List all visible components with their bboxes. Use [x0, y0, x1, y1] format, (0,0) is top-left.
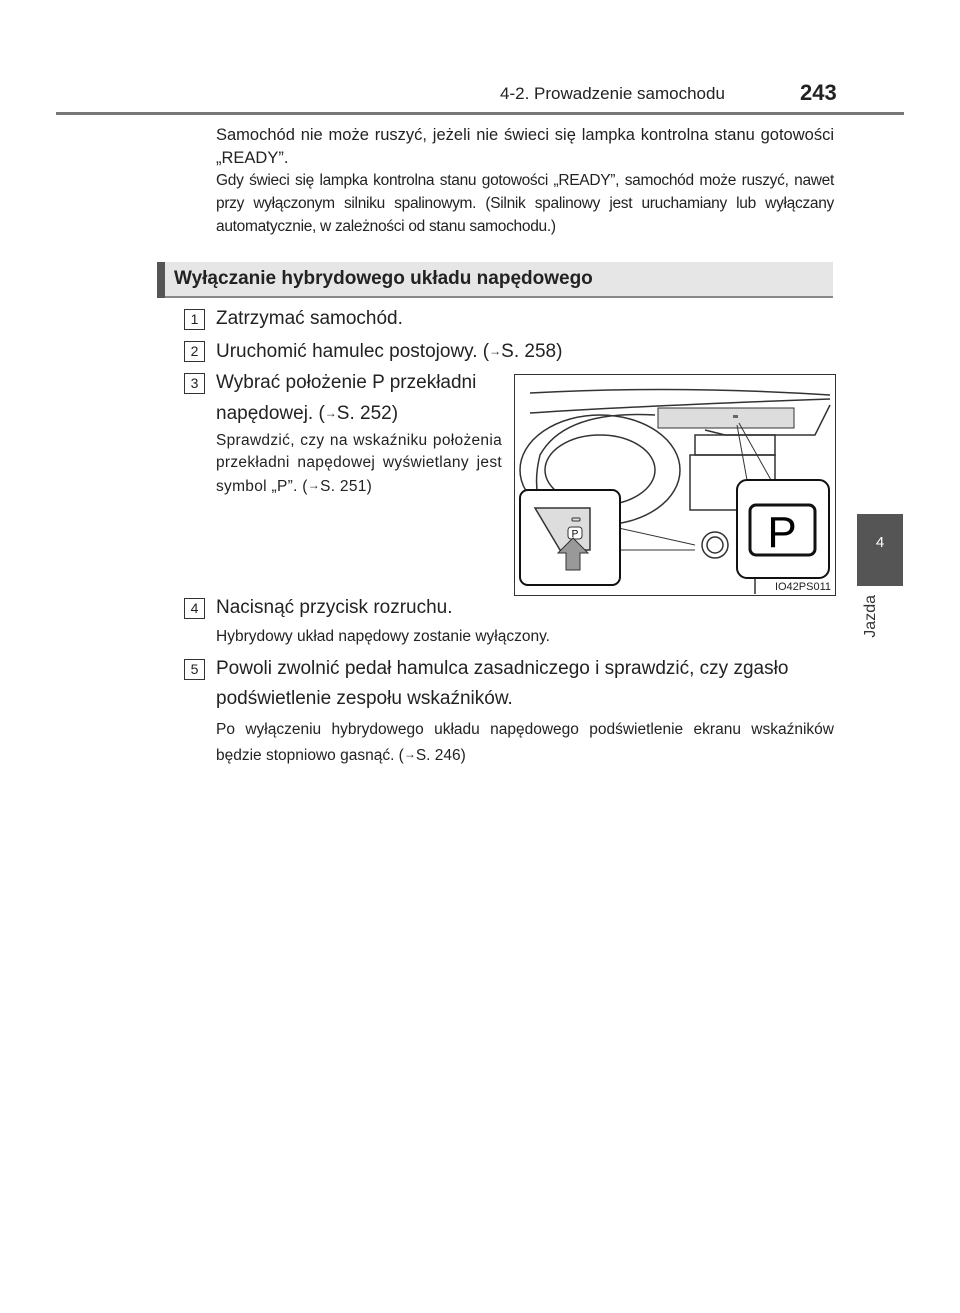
page-ref[interactable]: S. 258)	[501, 341, 563, 362]
gear-indicator-figure	[514, 374, 836, 596]
step-number: 5	[184, 659, 205, 680]
heading-bar	[157, 262, 165, 298]
arrow-icon: →	[403, 747, 416, 761]
step-note: Hybrydowy układ napędowy zostanie wyłączony.	[216, 628, 550, 645]
chapter-label: Jazda	[862, 595, 879, 638]
intro-paragraph: Samochód nie może ruszyć, jeżeli nie świeci się lampka kontrolna stanu gotowości „READY”.	[216, 126, 834, 167]
step-text: Nacisnąć przycisk rozruchu.	[216, 597, 453, 618]
button-p-label: P	[571, 529, 579, 540]
section-heading	[157, 262, 833, 298]
step-number: 2	[184, 341, 205, 362]
figure-id: IO42PS011	[774, 581, 831, 593]
step-number: 1	[184, 309, 205, 330]
step-number: 3	[184, 373, 205, 394]
page-ref[interactable]: S. 246)	[415, 747, 466, 764]
intro-note: Gdy świeci się lampka kontrolna stanu gotowości „READY”, samochód może ruszyć, nawet przy wyłączonym silniku spalinowym. (Silnik spalinowy jest uruchamiany lub wyłączany automatycznie, w zależności od stanu samochodu.)	[216, 172, 834, 235]
page-ref[interactable]: S. 251)	[320, 478, 373, 495]
arrow-icon: →	[489, 344, 502, 358]
arrow-icon: →	[324, 406, 337, 420]
page-ref[interactable]: S. 252)	[336, 403, 399, 424]
header-section: 4-2. Prowadzenie samochodu	[500, 84, 725, 103]
chapter-tab[interactable]: 4	[857, 514, 903, 586]
dashboard-illustration	[515, 375, 835, 595]
step-text: Zatrzymać samochód.	[216, 308, 403, 329]
step-text: napędowej. (→S. 252)	[216, 403, 399, 424]
step-text: Uruchomić hamulec postojowy. (→S. 258)	[216, 341, 563, 362]
step-note: Sprawdzić, czy na wskaźniku położenia przekładni napędowej wyświetlany jest symbol „P”. (→S. 251)	[216, 432, 502, 495]
p-indicator-symbol: P	[767, 508, 797, 557]
section-title: Wyłączanie hybrydowego układu napędowego	[174, 268, 593, 289]
step-text: Wybrać położenie P przekładni	[216, 372, 477, 393]
step-number: 4	[184, 598, 205, 619]
page-number: 243	[800, 80, 837, 105]
step-text: Powoli zwolnić pedał hamulca zasadniczego i sprawdzić, czy zgasło podświetlenie zespołu wskaźników.	[216, 658, 789, 709]
step-note: Po wyłączeniu hybrydowego układu napędowego podświetlenie ekranu wskaźników będzie stopniowo gasnąć. (→S. 246)	[216, 721, 834, 764]
arrow-icon: →	[307, 478, 321, 492]
header-rule	[56, 112, 904, 115]
